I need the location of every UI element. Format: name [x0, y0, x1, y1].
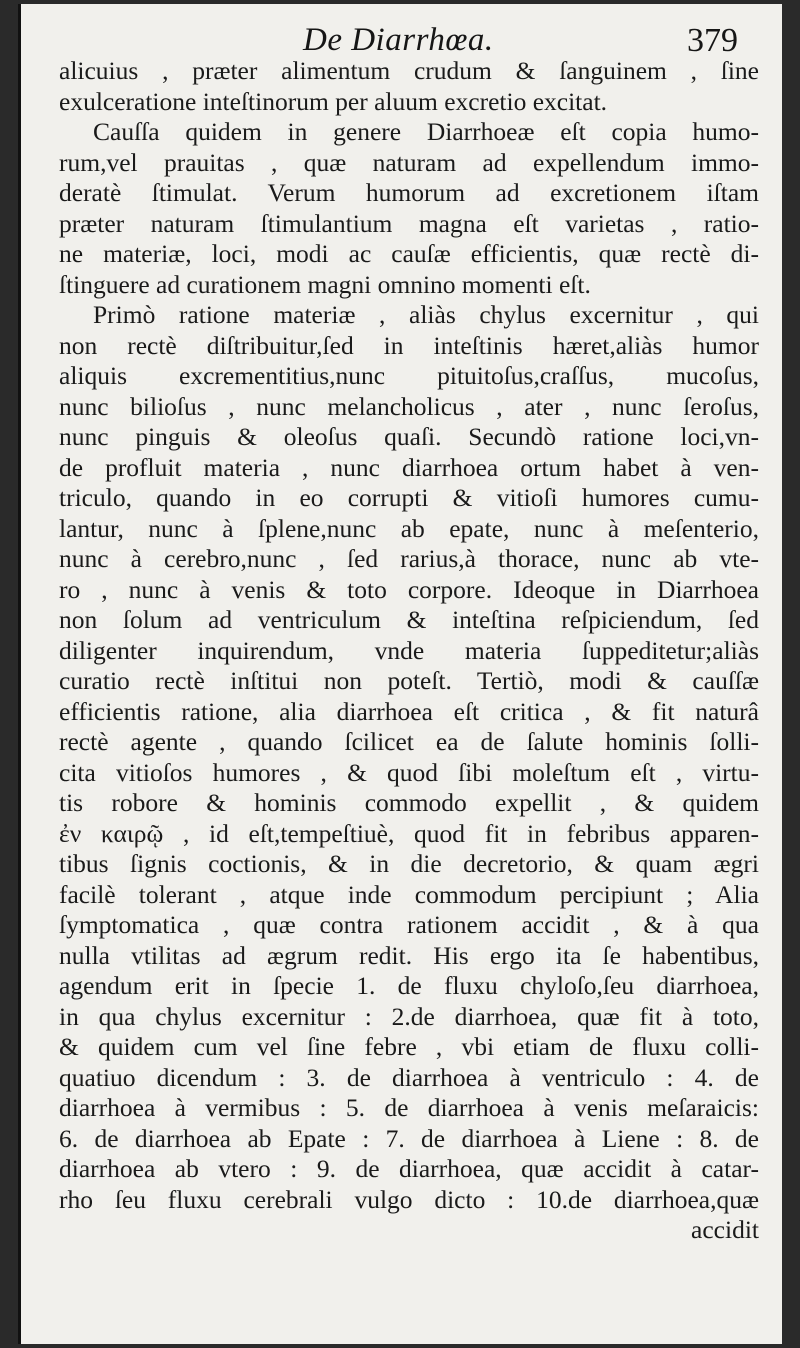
text-line: diligenter inquirendum, vnde materia ſuppeditetur;aliàs [59, 635, 759, 665]
text-line: Primò ratione materiæ , aliàs chylus excernitur , qui [93, 300, 759, 329]
text-line: rho ſeu fluxu cerebrali vulgo dicto : 10.de diarrhoea,quæ [59, 1184, 759, 1214]
text-line: triculo, quando in eo corrupti & vitioſi humores cumu- [59, 483, 759, 512]
text-line: diarrhoea à vermibus : 5. de diarrhoea à venis meſaraicis: [59, 1093, 759, 1122]
text-line: præter naturam ſtimulantium magna eſt varietas , ratio- [59, 208, 759, 238]
text-line: alicuius , præter alimentum crudum & ſanguinem , ſine [59, 56, 759, 85]
text-line: in qua chylus excernitur : 2.de diarrhoea, quæ fit à toto, [59, 1001, 759, 1031]
text-line: tis robore & hominis commodo expellit , & quidem [59, 788, 759, 817]
text-line: nunc à cerebro,nunc , ſed rarius,à thorace, nunc ab vte- [59, 544, 759, 573]
book-page [18, 4, 782, 1344]
text-line: ne materiæ, loci, modi ac cauſæ efficientis, quæ rectè di- [59, 239, 759, 268]
text-line: curatio rectè inſtitui non poteſt. Tertiò, modi & cauſſæ [59, 666, 759, 695]
running-head: De Diarrhœa. [303, 22, 494, 58]
text-line: deratè ſtimulat. Verum humorum ad excretionem iſtam [59, 178, 759, 207]
text-line: nulla vtilitas ad ægrum redit. His ergo ita ſe habentibus, [59, 940, 759, 970]
text-line: ro , nunc à venis & toto corpore. Ideoque in Diarrhoea [59, 574, 759, 604]
page-header [21, 12, 782, 62]
text-line: ἐν καιρῷ , id eſt,tempeſtiuè, quod fit in febribus apparen- [59, 818, 759, 848]
text-line: lantur, nunc à ſplene,nunc ab epate, nunc à meſenterio, [59, 513, 759, 543]
text-line: efficientis ratione, alia diarrhoea eſt critica , & fit naturâ [59, 696, 759, 726]
text-line: agendum erit in ſpecie 1. de fluxu chyloſo,ſeu diarrhoea, [59, 971, 759, 1000]
text-line: non rectè diſtribuitur,ſed in inteſtinis hæret,aliàs humor [59, 330, 759, 360]
text-line: de profluit materia , nunc diarrhoea ortum habet à ven- [59, 452, 759, 482]
text-line: Cauſſa quidem in genere Diarrhoeæ eſt copia humo- [93, 117, 759, 146]
text-line: rectè agente , quando ſcilicet ea de ſalute hominis ſolli- [59, 727, 759, 756]
page-number: 379 [687, 22, 738, 59]
text-line: nunc pinguis & oleoſus quaſi. Secundò ratione loci,vn- [59, 422, 759, 451]
text-line: rum,vel prauitas , quæ naturam ad expellendum immo- [59, 147, 759, 177]
text-line: non ſolum ad ventriculum & inteſtina reſpiciendum, ſed [59, 605, 759, 634]
catchword: accidit [691, 1215, 759, 1244]
text-line: facilè tolerant , atque inde commodum percipiunt ; Alia [59, 879, 759, 909]
body-text [59, 56, 759, 1246]
text-line: exulceratione inteſtinorum per aluum excretio excitat. [59, 86, 608, 116]
text-line: 6. de diarrhoea ab Epate : 7. de diarrhoea à Liene : 8. de [59, 1123, 759, 1153]
text-line: diarrhoea ab vtero : 9. de diarrhoea, quæ accidit à catar- [59, 1154, 759, 1183]
text-line: quatiuo dicendum : 3. de diarrhoea à ventriculo : 4. de [59, 1062, 759, 1092]
text-line: cita vitioſos humores , & quod ſibi moleſtum eſt , virtu- [59, 757, 759, 787]
text-line: & quidem cum vel ſine febre , vbi etiam de fluxu colli- [59, 1032, 759, 1061]
text-line: ſymptomatica , quæ contra rationem accidit , & à qua [59, 910, 759, 939]
text-line: nunc bilioſus , nunc melancholicus , ater , nunc ſeroſus, [59, 391, 759, 421]
text-line: aliquis excrementitius,nunc pituitoſus,craſſus, mucoſus, [59, 361, 759, 390]
text-line: tibus ſignis coctionis, & in die decretorio, & quam ægri [59, 849, 759, 878]
text-line: ſtinguere ad curationem magni omnino momenti eſt. [59, 269, 591, 299]
